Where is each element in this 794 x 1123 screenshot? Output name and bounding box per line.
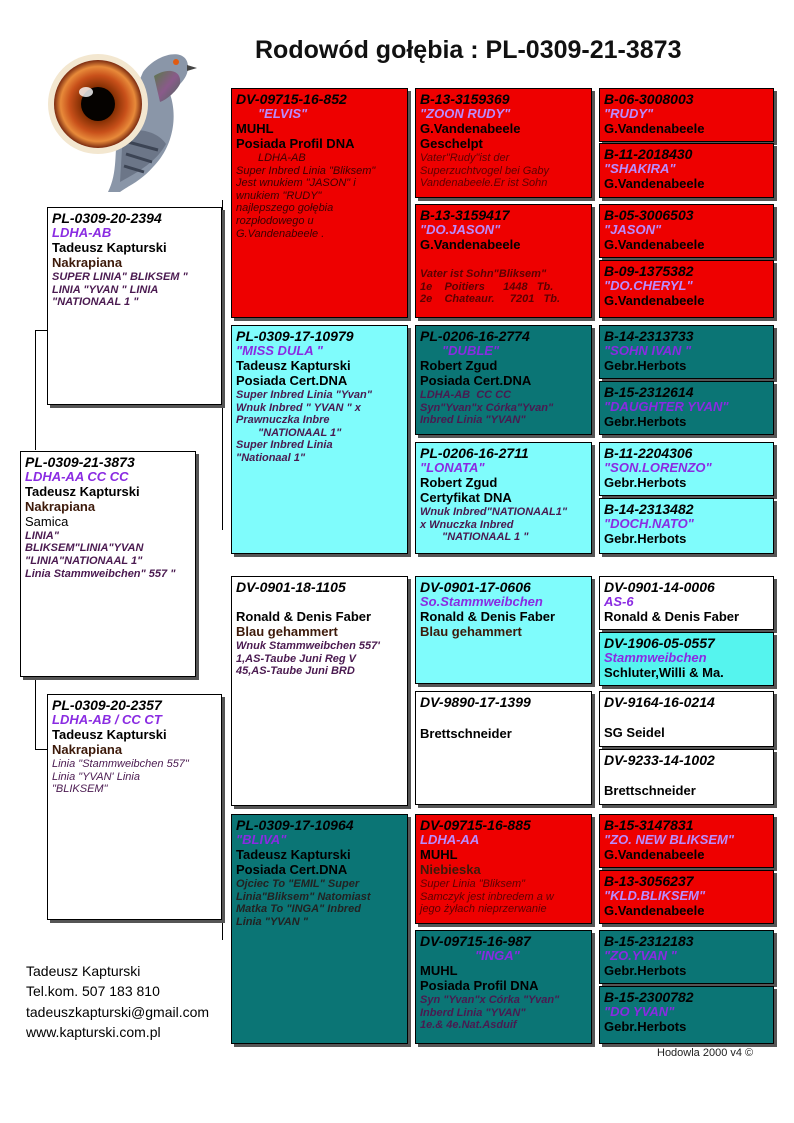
note: "NATIONAAL 1 ": [52, 296, 139, 309]
pigeon-name: "ZO.YVAN ": [604, 948, 677, 964]
owner: G.Vandenabeele: [420, 121, 521, 137]
ring-number: B-13-3159369: [420, 91, 510, 107]
ring-number: B-05-3006503: [604, 207, 694, 223]
pigeon-name: "BLIVA": [236, 832, 287, 848]
pigeon-name: "DO.JASON": [420, 222, 501, 238]
ring-number: DV-09715-16-885: [420, 817, 531, 833]
ring-number: DV-09715-16-852: [236, 91, 347, 107]
owner: G.Vandenabeele: [604, 903, 705, 919]
gen3-card[interactable]: [415, 88, 592, 198]
gen4-card[interactable]: [599, 260, 774, 318]
note: Linia "YVAN ": [236, 915, 308, 928]
software-credit: Hodowla 2000 v4 ©: [657, 1047, 754, 1059]
pigeon-name: "MISS DULA ": [236, 343, 323, 359]
gen4-card[interactable]: [599, 381, 774, 435]
pigeon-name: So.Stammweibchen: [420, 594, 543, 610]
note: 45,AS-Taube Juni BRD: [236, 665, 355, 678]
ring-number: B-13-3056237: [604, 873, 694, 889]
ring-number: B-11-2018430: [604, 146, 693, 162]
note: Superzuchtvogel bei Gaby: [420, 164, 550, 177]
gen4-card[interactable]: [599, 632, 774, 686]
note: Linia "YVAN' Linia: [52, 770, 140, 783]
gen4-card[interactable]: [599, 143, 774, 198]
pigeon-name: "DAUGHTER YVAN": [604, 399, 729, 415]
pigeon-name: [604, 710, 769, 726]
granddam-maternal-card[interactable]: [231, 814, 408, 1044]
gen4-card[interactable]: [599, 325, 774, 379]
owner: G.Vandenabeele: [420, 237, 521, 253]
pigeon-name: "ZOON RUDY": [420, 106, 511, 122]
owner: Tadeusz Kapturski: [236, 358, 351, 374]
gen4-card[interactable]: [599, 204, 774, 258]
owner: Schluter,Willi & Ma.: [604, 665, 724, 681]
breeder-website[interactable]: www.kapturski.com.pl: [26, 1023, 161, 1040]
owner: G.Vandenabeele: [604, 121, 705, 137]
owner: Tadeusz Kapturski: [25, 484, 140, 500]
note: 1,AS-Taube Juni Reg V: [236, 652, 357, 665]
pigeon-name: "DO YVAN": [604, 1004, 675, 1020]
pigeon-name: "DUBLE": [442, 343, 500, 359]
note: Samczyk jest inbredem a w: [420, 890, 554, 903]
note: Syn"Yvan"x Córka"Yvan": [420, 401, 554, 414]
color: Geschelpt: [420, 135, 483, 151]
note: Super Linia "Bliksem": [420, 877, 526, 890]
ring-number: B-14-2313482: [604, 501, 694, 517]
owner: Gebr.Herbots: [604, 531, 687, 547]
note: Vater"Rudy"ist der: [420, 151, 510, 164]
note: Vater ist Sohn"Bliksem": [420, 267, 547, 280]
owner: Robert Zgud: [420, 358, 498, 374]
note: LINIA "YVAN " LINIA: [52, 283, 159, 296]
color: Posiada Cert.DNA: [236, 372, 348, 388]
owner: Gebr.Herbots: [604, 414, 687, 430]
gen4-card[interactable]: [599, 691, 774, 747]
breeder-contact: [26, 961, 209, 1042]
note: rozpłodowego u: [236, 215, 314, 228]
ring-number: PL-0309-20-2394: [52, 210, 162, 226]
note: Wnuk Stammweibchen 557': [236, 639, 380, 652]
ring-number: PL-0309-17-10964: [236, 817, 354, 833]
note: Linia Stammweibchen" 557 ": [25, 567, 176, 580]
owner: G.Vandenabeele: [604, 176, 705, 192]
color: [420, 253, 587, 268]
page-title: Rodowód gołębia : PL-0309-21-3873: [255, 36, 682, 64]
color: Posiada Profil DNA: [420, 977, 539, 993]
gen4-card[interactable]: [599, 749, 774, 805]
father-card[interactable]: [47, 207, 222, 405]
color: Posiada Profil DNA: [236, 135, 355, 151]
pigeon-name: "SON.LORENZO": [604, 460, 712, 476]
owner: Gebr.Herbots: [604, 358, 687, 374]
color: Niebieska: [420, 861, 481, 877]
gen4-card[interactable]: [599, 986, 774, 1044]
pigeon-name: Stammweibchen: [604, 650, 707, 666]
tree-connector: [35, 677, 36, 749]
gen3-card[interactable]: [415, 576, 592, 684]
ring-number: B-09-1375382: [604, 263, 694, 279]
note: "NATIONAAL 1": [258, 426, 342, 439]
note: "BLIKSEM": [52, 783, 108, 796]
ring-number: DV-9164-16-0214: [604, 694, 715, 710]
note: G.Vandenabeele .: [236, 227, 325, 240]
owner: Tadeusz Kapturski: [52, 240, 167, 256]
pigeon-name: [420, 710, 587, 727]
pigeon-name: [604, 768, 769, 784]
ring-number: B-11-2204306: [604, 445, 693, 461]
gen3-card[interactable]: [415, 442, 592, 554]
pigeon-name: LDHA-AA: [420, 832, 480, 848]
grandsire-paternal-card[interactable]: [231, 88, 408, 318]
owner: G.Vandenabeele: [604, 237, 705, 253]
tree-connector: [35, 749, 47, 750]
note: Super Inbred Linia "Bliksem": [236, 164, 376, 177]
note: Linia "Stammweibchen 557": [52, 757, 189, 770]
note: Jest wnukiem "JASON" i: [236, 177, 356, 190]
owner: MUHL: [236, 121, 274, 137]
ring-number: DV-9890-17-1399: [420, 694, 531, 710]
pigeon-name: "ELVIS": [258, 106, 308, 122]
gen4-card[interactable]: [599, 88, 774, 142]
note: Syn "Yvan"x Córka "Yvan": [420, 993, 560, 1006]
ring-number: B-15-2312183: [604, 933, 694, 949]
note: Inberd Linia "YVAN": [420, 1006, 526, 1019]
ring-number: DV-0901-14-0006: [604, 579, 715, 595]
note: 1e.& 4e.Nat.Asduif: [420, 1019, 517, 1032]
note: LDHA-AB CC CC: [420, 388, 512, 401]
color: Blau gehammert: [236, 624, 338, 640]
tree-connector: [35, 330, 36, 450]
note: Wnuk Inbred " YVAN " x: [236, 401, 361, 414]
gen3-card[interactable]: [415, 930, 592, 1044]
sex: Samica: [25, 513, 69, 529]
ring-number: B-13-3159417: [420, 207, 510, 223]
owner: Robert Zgud: [420, 475, 498, 491]
color: Posiada Cert.DNA: [420, 372, 532, 388]
note: 2e Chateaur. 7201 Tb.: [420, 293, 561, 306]
pigeon-name: "JASON": [604, 222, 662, 238]
color: Posiada Cert.DNA: [236, 861, 348, 877]
owner: G.Vandenabeele: [604, 293, 705, 309]
owner: Brettschneider: [420, 726, 512, 742]
ring-number: B-14-2313733: [604, 328, 694, 344]
ring-number: PL-0206-16-2711: [420, 445, 529, 461]
ring-number: DV-1906-05-0557: [604, 635, 715, 651]
ring-number: DV-09715-16-987: [420, 933, 531, 949]
note: BLIKSEM"LINIA"YVAN: [25, 542, 144, 555]
note: x Wnuczka Inbred: [420, 518, 514, 531]
subject-pigeon-card[interactable]: [20, 451, 196, 677]
note: jego żyłach nieprzerwanie: [420, 903, 547, 916]
ring-number: B-06-3008003: [604, 91, 694, 107]
ring-number: B-15-3147831: [604, 817, 694, 833]
note: najlepszego gołębia: [236, 202, 334, 215]
note: SUPER LINIA" BLIKSEM ": [52, 270, 188, 283]
gen4-card[interactable]: [599, 576, 774, 630]
gen3-card[interactable]: [415, 325, 592, 435]
pigeon-logo: [48, 32, 198, 194]
owner: MUHL: [420, 963, 458, 979]
breeder-email[interactable]: tadeuszkapturski@gmail.com: [26, 1003, 210, 1020]
note: wnukiem "RUDY": [236, 189, 322, 202]
gen4-card[interactable]: [599, 870, 774, 924]
owner: Ronald & Denis Faber: [420, 609, 556, 625]
gen3-card[interactable]: [415, 204, 592, 318]
ring-number: DV-9233-14-1002: [604, 752, 715, 768]
ring-number: DV-0901-17-0606: [420, 579, 531, 595]
note: Super Inbred Linia: [236, 439, 333, 452]
pigeon-name: LDHA-AA CC CC: [25, 469, 129, 485]
note: Ojciec To "EMIL" Super: [236, 877, 360, 890]
pigeon-name: "SOHN IVAN ": [604, 343, 692, 359]
note: Vandenabeele.Er ist Sohn: [420, 177, 548, 190]
note: LDHA-AB: [258, 151, 306, 164]
pigeon-name: "KLD.BLIKSEM": [604, 888, 706, 904]
gen4-card[interactable]: [599, 930, 774, 984]
color: Certyfikat DNA: [420, 489, 512, 505]
note: Inbred Linia "YVAN": [420, 414, 526, 427]
ring-number: B-15-2312614: [604, 384, 694, 400]
owner: Ronald & Denis Faber: [604, 609, 740, 625]
color: Nakrapiana: [25, 498, 96, 514]
owner: MUHL: [420, 847, 458, 863]
gen4-card[interactable]: [599, 814, 774, 868]
gen3-card[interactable]: [415, 691, 592, 805]
pigeon-name: "DO.CHERYL": [604, 278, 693, 294]
tree-connector: [35, 330, 47, 331]
grandsire-maternal-card[interactable]: [231, 576, 408, 806]
tree-connector: [222, 700, 223, 940]
color: Nakrapiana: [52, 254, 123, 270]
ring-number: PL-0309-17-10979: [236, 328, 354, 344]
owner: Gebr.Herbots: [604, 1019, 687, 1035]
note: "Nationaal 1": [236, 452, 306, 465]
owner: Tadeusz Kapturski: [236, 847, 351, 863]
breeder-phone: Tel.kom. 507 183 810: [26, 983, 160, 1000]
pigeon-name: "LONATA": [420, 460, 485, 476]
pigeon-eye-illustration: [48, 32, 198, 194]
owner: G.Vandenabeele: [604, 847, 705, 863]
owner: Gebr.Herbots: [604, 475, 687, 491]
owner: SG Seidel: [604, 725, 665, 741]
pigeon-name: "RUDY": [604, 106, 654, 122]
ring-number: PL-0309-20-2357: [52, 697, 162, 713]
note: Linia"Bliksem" Natomiast: [236, 890, 371, 903]
tree-connector: [222, 200, 223, 530]
ring-number: PL-0309-21-3873: [25, 454, 135, 470]
ring-number: DV-0901-18-1105: [236, 579, 346, 595]
owner: Brettschneider: [604, 783, 696, 799]
pigeon-name: LDHA-AB: [52, 225, 112, 241]
granddam-paternal-card[interactable]: [231, 325, 408, 554]
pigeon-name: "INGA": [475, 948, 520, 964]
note: Wnuk Inbred"NATIONAAL1": [420, 505, 568, 518]
note: 1e Poitiers 1448 Tb.: [420, 280, 554, 293]
pigeon-name: [236, 595, 403, 610]
pigeon-name: "ZO. NEW BLIKSEM": [604, 832, 735, 848]
note: "NATIONAAL 1 ": [442, 531, 529, 544]
note: Prawnuczka Inbre: [236, 414, 330, 427]
ring-number: PL-0206-16-2774: [420, 328, 530, 344]
color: Blau gehammert: [420, 623, 522, 639]
note: Super Inbred Linia "Yvan": [236, 388, 372, 401]
pigeon-name: "DOCH.NATO": [604, 516, 694, 532]
ring-number: B-15-2300782: [604, 989, 694, 1005]
color: Nakrapiana: [52, 741, 123, 757]
mother-card[interactable]: [47, 694, 222, 920]
gen4-card[interactable]: [599, 442, 774, 496]
note: LINIA": [25, 529, 59, 542]
pigeon-name: LDHA-AB / CC CT: [52, 712, 162, 728]
breeder-name: Tadeusz Kapturski: [26, 963, 141, 979]
pigeon-name: "SHAKIRA": [604, 161, 676, 177]
gen4-card[interactable]: [599, 498, 774, 554]
owner: Tadeusz Kapturski: [52, 727, 167, 743]
note: Matka To "INGA" Inbred: [236, 903, 361, 916]
note: "LINIA"NATIONAAL 1": [25, 555, 143, 568]
owner: Gebr.Herbots: [604, 963, 687, 979]
pigeon-name: AS-6: [604, 594, 634, 610]
gen3-card[interactable]: [415, 814, 592, 924]
owner: Ronald & Denis Faber: [236, 609, 372, 625]
